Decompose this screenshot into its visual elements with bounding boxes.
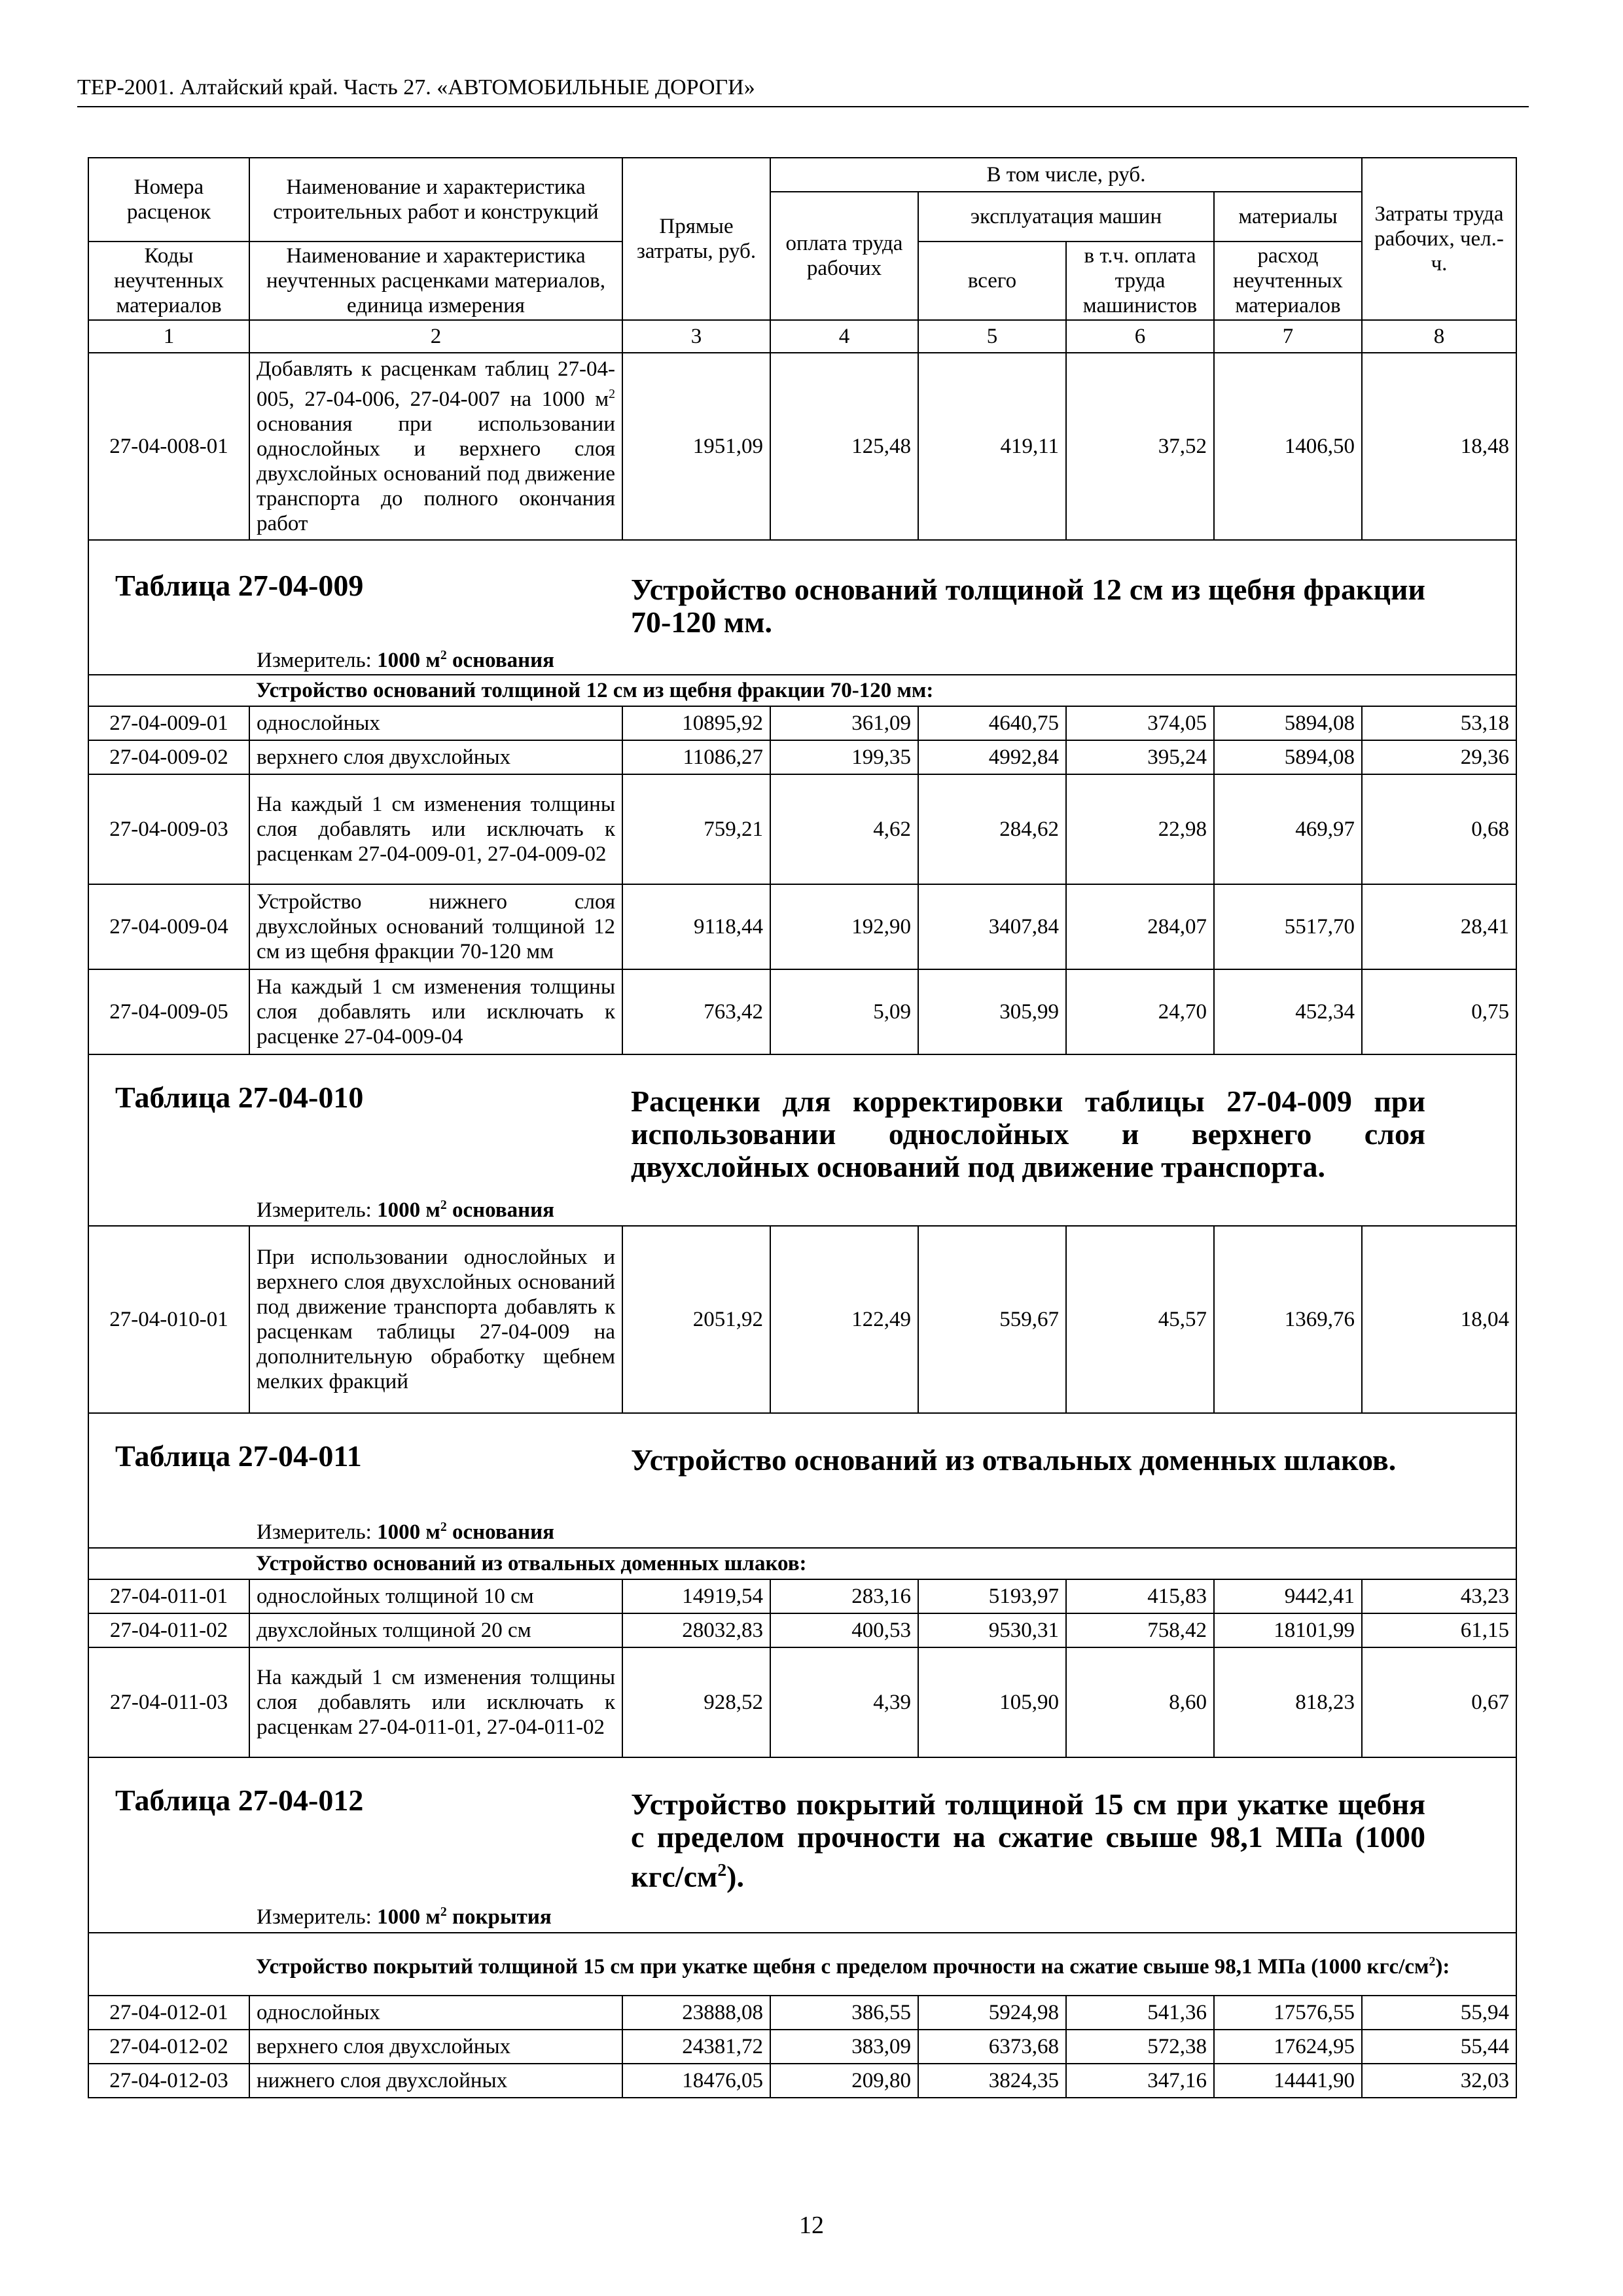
table-heading-009 [88,540,1516,675]
row-value: 37,52 [1066,353,1214,540]
section-title: Устройство оснований из отвальных доменных шлаков: [249,1548,1516,1579]
table-row [88,884,1516,969]
row-code: 27-04-010-01 [88,1226,249,1413]
page-number: 12 [799,2212,824,2239]
row-description: двухслойных толщиной 20 см [249,1613,622,1647]
col-number: 3 [622,320,770,353]
row-value: 361,09 [770,706,918,740]
row-code: 27-04-011-03 [88,1647,249,1757]
table-row [88,1226,1516,1413]
row-code: 27-04-012-02 [88,2030,249,2064]
table-title: Устройство покрытий толщиной 15 см при укатке щебня с пределом прочности на сжатие свыше 98,1 МПа (1000 кгс/$см^2$). [631,1787,1425,1893]
table-number: Таблица 27-04-011 [115,1439,362,1473]
table-title: Устройство оснований из отвальных доменных шлаков. [631,1443,1397,1477]
row-description: При использовании однослойных и верхнего слоя двухслойных оснований под движение транспорта добавлять к расценкам таблицы 27-04-009 на дополнительную обработку щебнем мелких фракций [249,1226,622,1413]
row-value: 55,44 [1362,2030,1516,2064]
row-description: На каждый 1 см изменения толщины слоя добавлять или исключать к расценкам 27-04-011-01, 27-04-011-02 [249,1647,622,1757]
row-description: На каждый 1 см изменения толщины слоя добавлять или исключать к расценке 27-04-009-04 [249,969,622,1054]
table-heading-012 [88,1757,1516,1933]
table-row [88,2064,1516,2098]
row-code: 27-04-009-01 [88,706,249,740]
table-heading-010 [88,1054,1516,1226]
col-including: В том числе, руб. [770,158,1362,192]
row-value: 61,15 [1362,1613,1516,1647]
table-row [88,740,1516,774]
col-machines: эксплуатация машин [918,192,1214,242]
row-value: 2051,92 [622,1226,770,1413]
row-description: Устройство нижнего слоя двухслойных оснований толщиной 12 см из щебня фракции 70-120 мм [249,884,622,969]
row-value: 18,04 [1362,1226,1516,1413]
row-value: 43,23 [1362,1579,1516,1613]
row-description: верхнего слоя двухслойных [249,2030,622,2064]
row-value: 374,05 [1066,706,1214,740]
row-value: 419,11 [918,353,1066,540]
row-value: 758,42 [1066,1613,1214,1647]
running-header: ТЕР-2001. Алтайский край. Часть 27. «АВТОМОБИЛЬНЫЕ ДОРОГИ» [77,73,1529,107]
row-value: 199,35 [770,740,918,774]
row-value: 4,62 [770,774,918,884]
row-description: однослойных [249,1996,622,2030]
row-value: 395,24 [1066,740,1214,774]
row-value: 192,90 [770,884,918,969]
table-title: Устройство оснований толщиной 12 см из щебня фракции 70-120 мм. [631,573,1425,639]
row-value: 1369,76 [1214,1226,1362,1413]
table-row [88,706,1516,740]
col-code-bottom: Коды неучтенных материалов [88,242,249,320]
row-value: 541,36 [1066,1996,1214,2030]
table-row [88,1579,1516,1613]
row-value: 5894,08 [1214,740,1362,774]
row-value: 759,21 [622,774,770,884]
table-row [88,2030,1516,2064]
row-description: нижнего слоя двухслойных [249,2064,622,2098]
row-code: 27-04-011-02 [88,1613,249,1647]
row-value: 763,42 [622,969,770,1054]
table-row [88,353,1516,540]
row-description: На каждый 1 см изменения толщины слоя добавлять или исключать к расценкам 27-04-009-01, 27-04-009-02 [249,774,622,884]
row-value: 386,55 [770,1996,918,2030]
col-materials: материалы [1214,192,1362,242]
row-value: 5517,70 [1214,884,1362,969]
row-value: 3407,84 [918,884,1066,969]
row-value: 105,90 [918,1647,1066,1757]
col-number: 4 [770,320,918,353]
row-code: 27-04-009-05 [88,969,249,1054]
table-row [88,1647,1516,1757]
row-value: 29,36 [1362,740,1516,774]
row-value: 18,48 [1362,353,1516,540]
row-value: 928,52 [622,1647,770,1757]
row-value: 3824,35 [918,2064,1066,2098]
row-value: 283,16 [770,1579,918,1613]
row-code: 27-04-012-03 [88,2064,249,2098]
row-value: 8,60 [1066,1647,1214,1757]
row-value: 18101,99 [1214,1613,1362,1647]
row-code: 27-04-011-01 [88,1579,249,1613]
row-value: 9118,44 [622,884,770,969]
col-machines-total: всего [918,242,1066,320]
measure-unit: Измеритель: 1000 $м^2$ основания [257,1520,555,1544]
table-row [88,1996,1516,2030]
row-value: 4992,84 [918,740,1066,774]
table-number: Таблица 27-04-012 [115,1784,364,1817]
col-number: 7 [1214,320,1362,353]
row-value: 4,39 [770,1647,918,1757]
section-title: Устройство оснований толщиной 12 см из щебня фракции 70-120 мм: [249,675,1516,706]
row-value: 24,70 [1066,969,1214,1054]
row-value: 22,98 [1066,774,1214,884]
row-value: 469,97 [1214,774,1362,884]
row-value: 0,67 [1362,1647,1516,1757]
row-value: 284,07 [1066,884,1214,969]
row-code: 27-04-009-02 [88,740,249,774]
row-value: 305,99 [918,969,1066,1054]
table-heading-011 [88,1413,1516,1548]
row-description: однослойных толщиной 10 см [249,1579,622,1613]
row-value: 55,94 [1362,1996,1516,2030]
price-table [88,157,1517,2098]
col-number: 2 [249,320,622,353]
row-value: 1406,50 [1214,353,1362,540]
row-value: 452,34 [1214,969,1362,1054]
table-number: Таблица 27-04-009 [115,569,364,602]
table-row [88,1613,1516,1647]
row-value: 45,57 [1066,1226,1214,1413]
col-machines-labor: в т.ч. оплата труда машинистов [1066,242,1214,320]
row-value: 122,49 [770,1226,918,1413]
col-name-top: Наименование и характеристика строительных работ и конструкций [249,158,622,242]
row-value: 28032,83 [622,1613,770,1647]
row-value: 18476,05 [622,2064,770,2098]
col-labor-cost: Затраты труда рабочих, чел.-ч. [1362,158,1516,320]
row-value: 5,09 [770,969,918,1054]
col-code-top: Номера расценок [88,158,249,242]
table-title: Расценки для корректировки таблицы 27-04-009 при использовании однослойных и верхнего слоя двухслойных оснований под движение транспорта. [631,1085,1425,1183]
row-description: однослойных [249,706,622,740]
row-value: 5924,98 [918,1996,1066,2030]
col-name-bottom: Наименование и характеристика неучтенных расценками материалов, единица измерения [249,242,622,320]
row-value: 400,53 [770,1613,918,1647]
row-code: 27-04-012-01 [88,1996,249,2030]
row-value: 10895,92 [622,706,770,740]
row-value: 17576,55 [1214,1996,1362,2030]
row-value: 0,68 [1362,774,1516,884]
col-materials-unaccounted: расход неучтенных материалов [1214,242,1362,320]
col-number: 6 [1066,320,1214,353]
row-value: 6373,68 [918,2030,1066,2064]
row-value: 559,67 [918,1226,1066,1413]
row-value: 5894,08 [1214,706,1362,740]
row-value: 572,38 [1066,2030,1214,2064]
row-value: 17624,95 [1214,2030,1362,2064]
col-direct: Прямые затраты, руб. [622,158,770,320]
row-value: 9442,41 [1214,1579,1362,1613]
col-number: 1 [88,320,249,353]
row-value: 125,48 [770,353,918,540]
col-number: 5 [918,320,1066,353]
row-code: 27-04-009-03 [88,774,249,884]
row-value: 14919,54 [622,1579,770,1613]
row-value: 0,75 [1362,969,1516,1054]
row-value: 347,16 [1066,2064,1214,2098]
row-value: 284,62 [918,774,1066,884]
section-title: Устройство покрытий толщиной 15 см при укатке щебня с пределом прочности на сжатие свыше 98,1 МПа (1000 кгс/$см^2$): [249,1933,1516,1996]
row-value: 32,03 [1362,2064,1516,2098]
row-value: 11086,27 [622,740,770,774]
measure-unit: Измеритель: 1000 $м^2$ покрытия [257,1905,552,1929]
row-code: 27-04-009-04 [88,884,249,969]
measure-unit: Измеритель: 1000 $м^2$ основания [257,1198,555,1222]
measure-unit: Измеритель: 1000 $м^2$ основания [257,648,555,672]
row-value: 23888,08 [622,1996,770,2030]
table-number: Таблица 27-04-010 [115,1081,364,1114]
row-value: 9530,31 [918,1613,1066,1647]
row-description: верхнего слоя двухслойных [249,740,622,774]
table-row [88,969,1516,1054]
row-code: 27-04-008-01 [88,353,249,540]
row-value: 415,83 [1066,1579,1214,1613]
row-value: 383,09 [770,2030,918,2064]
col-number: 8 [1362,320,1516,353]
row-value: 28,41 [1362,884,1516,969]
row-value: 209,80 [770,2064,918,2098]
row-value: 14441,90 [1214,2064,1362,2098]
row-value: 24381,72 [622,2030,770,2064]
row-value: 4640,75 [918,706,1066,740]
row-value: 5193,97 [918,1579,1066,1613]
table-row [88,774,1516,884]
row-value: 1951,09 [622,353,770,540]
row-value: 818,23 [1214,1647,1362,1757]
row-description: Добавлять к расценкам таблиц 27-04-005, 27-04-006, 27-04-007 на 1000 $м^2$ основания при использовании однослойных и верхнего слоя двухслойных оснований под движение транспорта до полного окончания работ [249,353,622,540]
row-value: 53,18 [1362,706,1516,740]
col-labor: оплата труда рабочих [770,192,918,320]
